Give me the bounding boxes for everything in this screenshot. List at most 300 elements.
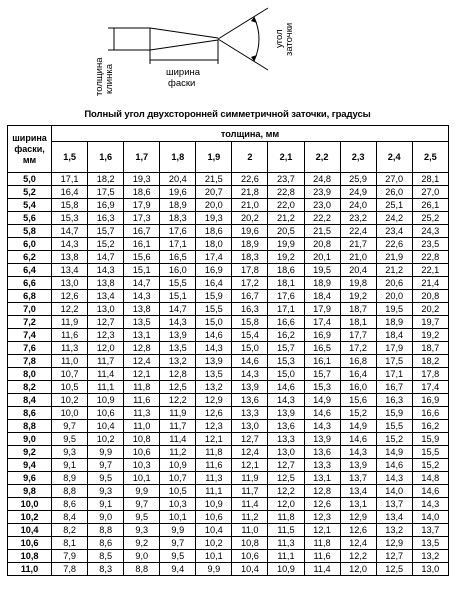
table-row [8,472,449,485]
angle-value-cell: 27,0 [376,173,412,186]
angle-value-cell: 21,7 [340,238,376,251]
angle-label-1: угол [274,29,285,48]
angle-value-cell: 13,0 [412,563,448,576]
angle-value-cell: 11,1 [88,381,124,394]
angle-value-cell: 14,6 [412,485,448,498]
angle-value-cell: 15,7 [304,368,340,381]
angle-value-cell: 13,1 [124,329,160,342]
bevel-width-cell: 7,0 [8,303,52,316]
angle-value-cell: 13,9 [196,355,232,368]
angle-value-cell: 17,5 [376,355,412,368]
bevel-width-cell: 7,8 [8,355,52,368]
angle-value-cell: 20,2 [232,212,268,225]
angle-value-cell: 9,9 [160,524,196,537]
bevel-width-cell: 10,4 [8,524,52,537]
angle-value-cell: 10,8 [232,537,268,550]
angle-value-cell: 12,6 [304,498,340,511]
angle-value-cell: 8,4 [52,511,88,524]
bevel-width-cell: 5,6 [8,212,52,225]
bevel-width-cell: 10,2 [8,511,52,524]
bevel-width-cell: 7,2 [8,316,52,329]
angle-value-cell: 10,2 [52,394,88,407]
bevel-width-cell: 10,8 [8,550,52,563]
angle-value-cell: 11,7 [160,420,196,433]
angle-value-cell: 15,9 [376,407,412,420]
angle-value-cell: 18,2 [88,173,124,186]
angle-value-cell: 20,0 [196,199,232,212]
angle-value-cell: 10,9 [160,459,196,472]
table-row [8,212,449,225]
angle-value-cell: 13,4 [340,485,376,498]
angle-value-cell: 17,4 [196,251,232,264]
angle-value-cell: 22,8 [412,251,448,264]
angle-value-cell: 11,9 [160,407,196,420]
angle-value-cell: 8,5 [88,550,124,563]
angle-value-cell: 20,6 [376,277,412,290]
bevel-width-cell: 8,2 [8,381,52,394]
angle-value-cell: 14,7 [124,277,160,290]
angle-value-cell: 13,4 [88,290,124,303]
angle-value-cell: 16,3 [232,303,268,316]
angle-value-cell: 12,0 [88,342,124,355]
angle-value-cell: 11,0 [52,355,88,368]
angle-value-cell: 10,4 [196,524,232,537]
table-row [8,199,449,212]
angle-value-cell: 16,6 [412,407,448,420]
angle-value-cell: 11,3 [52,342,88,355]
angle-value-cell: 13,6 [304,446,340,459]
angle-value-cell: 18,7 [340,303,376,316]
angle-value-cell: 10,5 [160,485,196,498]
angle-value-cell: 19,5 [304,264,340,277]
angle-value-cell: 9,7 [52,420,88,433]
thickness-column-header: 1,9 [196,142,232,173]
angle-value-cell: 10,3 [160,498,196,511]
angle-value-cell: 9,3 [52,446,88,459]
angle-value-cell: 16,4 [196,277,232,290]
thickness-column-header: 1,6 [88,142,124,173]
angle-value-cell: 14,6 [340,433,376,446]
thickness-label-1: толщина [94,57,105,96]
angle-value-cell: 17,2 [232,277,268,290]
angle-value-cell: 11,5 [268,524,304,537]
angle-value-cell: 12,2 [52,303,88,316]
angle-value-cell: 11,9 [232,472,268,485]
angle-value-cell: 13,0 [268,446,304,459]
angle-value-cell: 20,7 [196,186,232,199]
angle-value-cell: 10,7 [160,472,196,485]
angle-value-cell: 10,8 [124,433,160,446]
angle-value-cell: 9,7 [88,459,124,472]
angle-value-cell: 12,1 [124,368,160,381]
angle-value-cell: 13,0 [88,303,124,316]
angle-value-cell: 13,7 [376,498,412,511]
angle-value-cell: 26,1 [412,199,448,212]
angle-value-cell: 19,5 [376,303,412,316]
angle-value-cell: 12,6 [196,407,232,420]
bevel-width-cell: 9,4 [8,459,52,472]
angle-value-cell: 10,1 [196,550,232,563]
angle-value-cell: 9,3 [124,524,160,537]
angle-value-cell: 17,6 [268,290,304,303]
angle-value-cell: 27,0 [412,186,448,199]
thickness-column-header: 2,2 [304,142,340,173]
table-row [8,264,449,277]
angle-value-cell: 13,2 [196,381,232,394]
angle-value-cell: 13,8 [88,277,124,290]
angle-value-cell: 16,4 [340,368,376,381]
angle-value-cell: 15,2 [340,407,376,420]
angle-value-cell: 14,6 [196,329,232,342]
angle-value-cell: 16,2 [268,329,304,342]
angle-value-cell: 10,6 [88,407,124,420]
angle-value-cell: 8,1 [52,537,88,550]
angle-value-cell: 19,8 [340,277,376,290]
angle-value-cell: 13,2 [160,355,196,368]
angle-value-cell: 14,3 [412,498,448,511]
bevel-width-cell: 5,4 [8,199,52,212]
angle-value-cell: 12,2 [160,394,196,407]
angle-value-cell: 11,8 [196,446,232,459]
angle-value-cell: 12,4 [232,446,268,459]
angle-value-cell: 20,4 [340,264,376,277]
table-row [8,459,449,472]
angle-value-cell: 14,3 [52,238,88,251]
bevel-width-cell: 8,0 [8,368,52,381]
angle-value-cell: 20,8 [412,290,448,303]
angle-value-cell: 24,2 [376,212,412,225]
angle-value-cell: 22,2 [304,212,340,225]
angle-value-cell: 23,4 [376,225,412,238]
angle-value-cell: 12,0 [268,498,304,511]
angle-value-cell: 17,8 [412,368,448,381]
angle-value-cell: 14,3 [376,472,412,485]
angle-value-cell: 13,9 [340,459,376,472]
angle-value-cell: 10,6 [232,550,268,563]
angle-value-cell: 16,9 [88,199,124,212]
angle-value-cell: 23,0 [304,199,340,212]
angle-value-cell: 17,9 [124,199,160,212]
thickness-column-header: 1,7 [124,142,160,173]
angle-value-cell: 21,0 [340,251,376,264]
angle-value-cell: 21,8 [232,186,268,199]
angle-value-cell: 9,5 [52,433,88,446]
angle-value-cell: 15,0 [196,316,232,329]
angle-value-cell: 13,0 [52,277,88,290]
blade-outline [108,8,268,70]
angle-value-cell: 15,0 [232,342,268,355]
angle-value-cell: 14,7 [52,225,88,238]
bevel-width-cell: 7,6 [8,342,52,355]
angle-value-cell: 18,6 [124,186,160,199]
bevel-width-cell: 9,6 [8,472,52,485]
angle-value-cell: 16,4 [52,186,88,199]
angle-value-cell: 15,6 [124,251,160,264]
angle-value-cell: 11,4 [232,498,268,511]
angle-value-cell: 10,5 [52,381,88,394]
bevel-width-cell: 5,0 [8,173,52,186]
angle-value-cell: 13,6 [268,420,304,433]
angle-value-cell: 13,1 [304,472,340,485]
angle-value-cell: 12,7 [88,316,124,329]
angle-value-cell: 13,8 [52,251,88,264]
angle-value-cell: 18,4 [376,329,412,342]
angle-value-cell: 12,7 [268,459,304,472]
angle-value-cell: 11,3 [124,407,160,420]
angle-value-cell: 22,6 [376,238,412,251]
table-row [8,355,449,368]
angle-value-cell: 11,3 [268,537,304,550]
angle-value-cell: 15,3 [304,381,340,394]
angle-value-cell: 8,8 [88,524,124,537]
table-body [8,173,449,576]
angle-value-cell: 16,9 [304,329,340,342]
angle-value-cell: 15,5 [196,303,232,316]
angle-value-cell: 10,4 [232,563,268,576]
angle-value-cell: 20,0 [376,290,412,303]
angle-value-cell: 8,6 [52,498,88,511]
table-row [8,173,449,186]
angle-value-cell: 15,5 [376,420,412,433]
angle-value-cell: 19,7 [412,316,448,329]
angle-value-cell: 14,6 [232,355,268,368]
table-row [8,225,449,238]
angle-value-cell: 18,2 [412,355,448,368]
angle-value-cell: 18,6 [196,225,232,238]
angle-value-cell: 16,1 [304,355,340,368]
angle-value-cell: 11,6 [52,329,88,342]
angle-value-cell: 14,9 [376,446,412,459]
angle-value-cell: 14,6 [304,407,340,420]
angle-value-cell: 14,3 [88,264,124,277]
angle-value-cell: 12,3 [304,511,340,524]
angle-value-cell: 12,6 [340,524,376,537]
angle-value-cell: 13,0 [232,420,268,433]
angle-value-cell: 13,9 [232,381,268,394]
angle-value-cell: 13,8 [124,303,160,316]
angle-value-cell: 9,7 [160,537,196,550]
angle-value-cell: 17,9 [304,303,340,316]
angle-value-cell: 10,7 [52,368,88,381]
angle-value-cell: 16,7 [376,381,412,394]
angle-value-cell: 11,2 [232,511,268,524]
angle-value-cell: 18,3 [232,251,268,264]
angle-value-cell: 19,3 [124,173,160,186]
table-row [8,407,449,420]
angle-value-cell: 16,8 [340,355,376,368]
angle-value-cell: 10,1 [124,472,160,485]
angle-value-cell: 9,5 [160,550,196,563]
bevel-width-cell: 7,4 [8,329,52,342]
angle-value-cell: 17,9 [376,342,412,355]
angle-value-cell: 17,4 [412,381,448,394]
thickness-header: толщина, мм [52,126,449,142]
angle-value-cell: 26,0 [376,186,412,199]
angle-value-cell: 10,3 [124,459,160,472]
angle-value-cell: 15,6 [340,394,376,407]
bevel-width-cell: 6,4 [8,264,52,277]
angle-value-cell: 24,9 [340,186,376,199]
blade-cross-section-diagram [88,0,328,108]
angle-value-cell: 7,8 [52,563,88,576]
angle-value-cell: 18,9 [304,277,340,290]
angle-value-cell: 11,6 [196,459,232,472]
angle-value-cell: 10,2 [196,537,232,550]
angle-value-cell: 18,9 [232,238,268,251]
angle-value-cell: 23,7 [268,173,304,186]
angle-value-cell: 11,8 [124,381,160,394]
angle-value-cell: 15,9 [412,433,448,446]
angle-value-cell: 17,5 [88,186,124,199]
table-row [8,511,449,524]
angle-value-cell: 8,3 [88,563,124,576]
table-row [8,394,449,407]
bevel-width-cell: 8,4 [8,394,52,407]
angle-value-cell: 14,3 [340,446,376,459]
table-row [8,381,449,394]
angle-value-cell: 14,3 [268,394,304,407]
angle-value-cell: 17,8 [232,264,268,277]
angle-value-cell: 14,7 [160,303,196,316]
angle-value-cell: 15,7 [88,225,124,238]
angle-value-cell: 9,9 [196,563,232,576]
corner-header: ширина фаски, мм [8,126,52,173]
angle-value-cell: 17,1 [52,173,88,186]
angle-value-cell: 13,2 [376,524,412,537]
bevel-width-cell: 6,0 [8,238,52,251]
bevel-width-cell: 9,0 [8,433,52,446]
angle-value-cell: 10,0 [52,407,88,420]
angle-value-cell: 16,9 [412,394,448,407]
angle-value-cell: 20,8 [304,238,340,251]
angle-value-cell: 14,3 [304,420,340,433]
angle-value-cell: 12,3 [88,329,124,342]
angle-value-cell: 16,3 [376,394,412,407]
angle-value-cell: 18,4 [304,290,340,303]
angle-value-cell: 17,3 [124,212,160,225]
angle-value-cell: 12,4 [124,355,160,368]
table-row [8,433,449,446]
angle-value-cell: 15,5 [412,446,448,459]
angle-value-cell: 16,7 [124,225,160,238]
angle-value-cell: 14,6 [376,459,412,472]
thickness-column-header: 1,8 [160,142,196,173]
angle-value-cell: 19,3 [196,212,232,225]
angle-value-cell: 20,2 [412,303,448,316]
angle-value-cell: 11,6 [304,550,340,563]
angle-value-cell: 28,1 [412,173,448,186]
angle-value-cell: 12,5 [376,563,412,576]
table-row [8,186,449,199]
angle-value-cell: 11,7 [88,355,124,368]
angle-value-cell: 16,2 [412,420,448,433]
thickness-column-header: 2 [232,142,268,173]
table-row [8,316,449,329]
angle-value-cell: 13,5 [160,342,196,355]
angle-value-cell: 19,2 [268,251,304,264]
angle-value-cell: 15,2 [376,433,412,446]
table-title: Полный угол двухсторонней симметричной заточки, градусы [84,109,371,120]
angle-value-cell: 11,6 [124,394,160,407]
angle-value-cell: 10,9 [196,498,232,511]
angle-value-cell: 12,6 [52,290,88,303]
thickness-column-header: 2,4 [376,142,412,173]
angle-value-cell: 9,9 [88,446,124,459]
angle-value-cell: 10,9 [268,563,304,576]
angle-value-cell: 12,7 [232,433,268,446]
angle-value-cell: 18,1 [340,316,376,329]
angle-value-cell: 18,7 [412,342,448,355]
width-label-1: ширина [166,67,201,78]
bevel-width-cell: 5,2 [8,186,52,199]
angle-value-cell: 10,9 [88,394,124,407]
angle-value-cell: 9,5 [124,511,160,524]
angle-value-cell: 23,5 [412,238,448,251]
angle-value-cell: 15,0 [268,368,304,381]
angle-value-cell: 8,6 [88,537,124,550]
bevel-width-cell: 6,6 [8,277,52,290]
bevel-width-cell: 8,6 [8,407,52,420]
angle-value-cell: 12,2 [340,550,376,563]
angle-value-cell: 18,9 [376,316,412,329]
angle-value-cell: 17,1 [376,368,412,381]
angle-value-cell: 9,5 [88,472,124,485]
angle-value-cell: 22,1 [412,264,448,277]
angle-value-cell: 14,3 [196,342,232,355]
angle-value-cell: 18,3 [160,212,196,225]
angle-value-cell: 15,5 [160,277,196,290]
angle-value-cell: 13,7 [412,524,448,537]
angle-value-cell: 13,3 [304,459,340,472]
angle-value-cell: 19,9 [268,238,304,251]
angle-value-cell: 14,8 [412,472,448,485]
table-row [8,251,449,264]
angle-value-cell: 24,0 [340,199,376,212]
angle-value-cell: 10,6 [124,446,160,459]
angle-value-cell: 16,3 [88,212,124,225]
angle-value-cell: 12,8 [160,368,196,381]
angle-value-cell: 10,2 [88,433,124,446]
angle-value-cell: 9,9 [124,485,160,498]
angle-value-cell: 14,6 [268,381,304,394]
angle-value-cell: 13,6 [232,394,268,407]
table-row [8,537,449,550]
angle-value-cell: 21,5 [304,225,340,238]
angle-value-cell: 16,5 [304,342,340,355]
angle-value-cell: 19,6 [232,225,268,238]
angle-value-cell: 17,1 [268,303,304,316]
angle-value-cell: 8,8 [52,485,88,498]
angle-value-cell: 21,5 [196,173,232,186]
angle-value-cell: 12,5 [160,381,196,394]
angle-value-cell: 16,0 [160,264,196,277]
angle-value-cell: 11,7 [232,485,268,498]
angle-value-cell: 15,3 [268,355,304,368]
angle-value-cell: 19,2 [412,329,448,342]
angle-value-cell: 11,4 [304,563,340,576]
angle-value-cell: 9,3 [88,485,124,498]
table-row [8,446,449,459]
table-row [8,342,449,355]
angle-value-cell: 22,8 [268,186,304,199]
angle-value-cell: 13,9 [268,407,304,420]
bevel-width-cell: 10,0 [8,498,52,511]
angle-value-cell: 11,2 [160,446,196,459]
bevel-width-cell: 9,8 [8,485,52,498]
angle-value-cell: 15,2 [88,238,124,251]
angle-value-cell: 12,2 [268,485,304,498]
angle-value-cell: 22,6 [232,173,268,186]
